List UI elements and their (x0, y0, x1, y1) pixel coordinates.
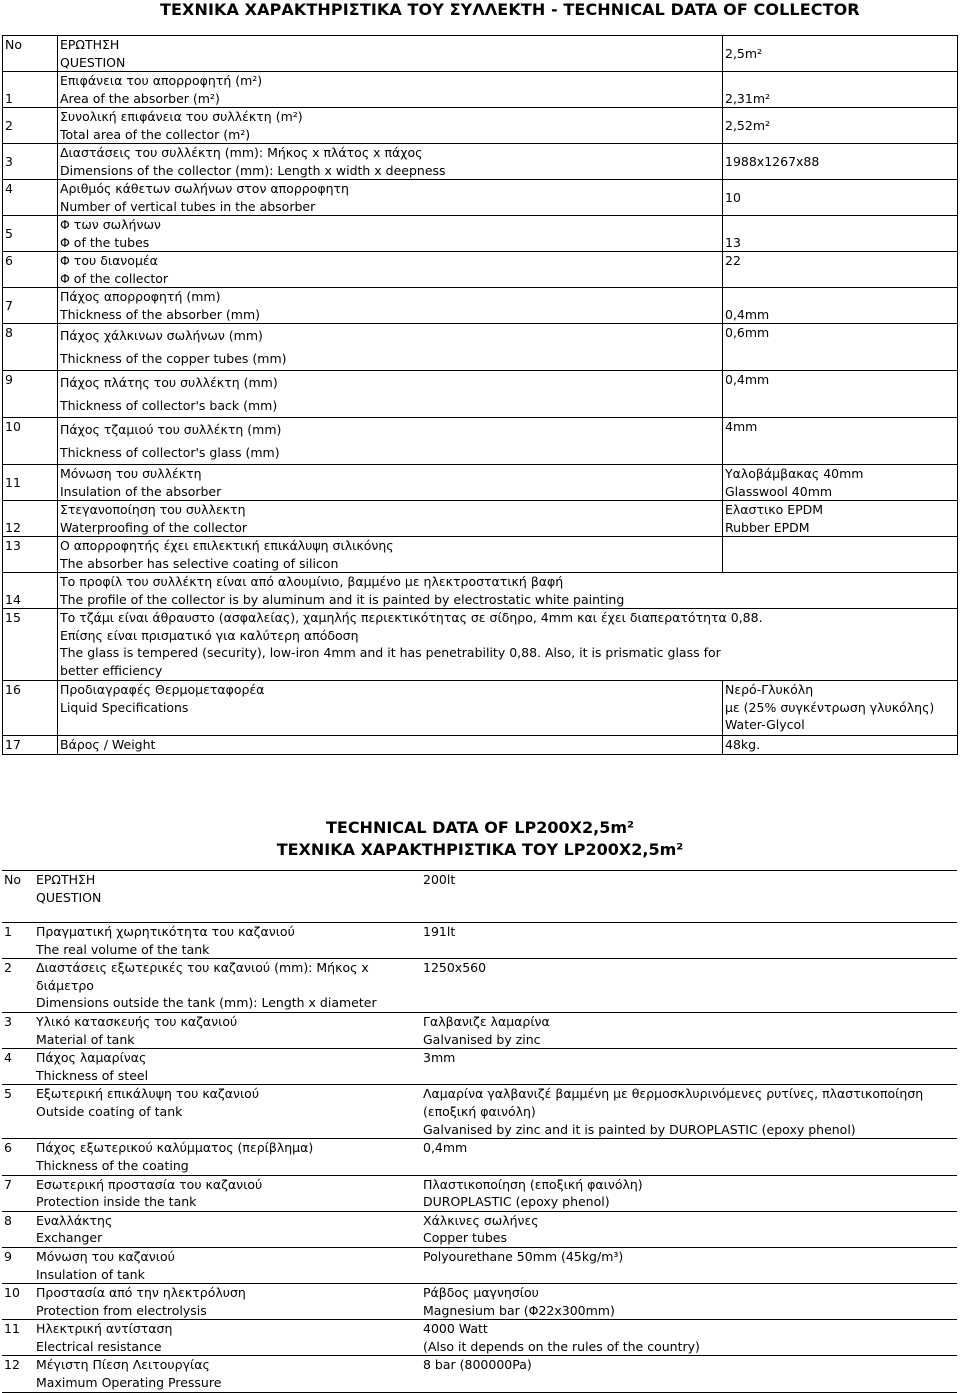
row-text (58, 72, 723, 108)
text-en: Dimensions of the collector (mm): Length x width x deepness (60, 162, 446, 178)
row-text (34, 1211, 421, 1247)
text-gr: Πάχος χάλκινων σωλήνων (mm) (60, 328, 263, 343)
text-en: The absorber has selective coating of silicon (60, 555, 339, 571)
row-text (58, 371, 723, 418)
row-no: 7 (3, 288, 58, 324)
table-row (3, 371, 958, 418)
text-en: Electrical resistance (36, 1338, 162, 1354)
value-line: Rubber EPDM (725, 519, 810, 535)
row-no: 9 (3, 371, 58, 418)
row-value: 0,6mm (723, 324, 958, 371)
table-row (2, 1247, 957, 1283)
table-row (3, 36, 958, 72)
row-text (34, 1356, 421, 1392)
table-row (3, 252, 958, 288)
value-line: Υαλοβάμβακας 40mm (725, 466, 864, 481)
value-line: Galvanised by zinc (423, 1031, 541, 1047)
row-no: 11 (2, 1320, 34, 1356)
row-no: 8 (2, 1211, 34, 1247)
row-value (723, 537, 958, 573)
table-row (3, 501, 958, 537)
row-no: 12 (2, 1356, 34, 1392)
table-row (3, 216, 958, 252)
row-no: 6 (3, 252, 58, 288)
row-text (58, 288, 723, 324)
text-gr: Πάχος πλάτης του συλλέκτη (mm) (60, 375, 278, 390)
tank-title-en: TECHNICAL DATA OF LP200X2,5m² (325, 818, 635, 837)
text-en: Waterproofing of the collector (60, 519, 247, 535)
value-line: Glasswool 40mm (725, 483, 833, 499)
value-line: 3mm (423, 1050, 456, 1066)
row-no: 3 (2, 1012, 34, 1048)
text-gr: Προστασία από την ηλεκτρόλυση (36, 1285, 246, 1301)
row-text (58, 180, 723, 216)
value-line: 8 bar (800000Pa) (423, 1357, 532, 1373)
question-en: QUESTION (60, 54, 126, 70)
row-value (421, 1320, 957, 1356)
row-text (58, 216, 723, 252)
table-row (3, 573, 958, 609)
text-en: Area of the absorber (m²) (60, 90, 220, 106)
row-value: 2,31m² (723, 72, 958, 108)
value-line: με (25% συγκέντρωση γλυκόλης) (725, 699, 935, 715)
row-no: 15 (3, 609, 58, 681)
text-gr: Ο απορροφητής έχει επιλεκτική επικάλυψη σιλικόνης (60, 538, 394, 553)
row-text (34, 1139, 421, 1175)
table-row (2, 1085, 957, 1139)
question-en: QUESTION (36, 889, 102, 905)
text-en: Thickness of the absorber (mm) (60, 306, 260, 322)
table-row (3, 681, 958, 736)
table-row (3, 180, 958, 216)
row-value (421, 923, 957, 959)
text-en: Outside coating of tank (36, 1103, 183, 1119)
text-gr: Μόνωση του καζανιού (36, 1248, 175, 1264)
row-text (58, 418, 723, 465)
table-row (2, 1175, 957, 1211)
text-gr: Πάχος λαμαρίνας (36, 1050, 147, 1066)
row-text (58, 252, 723, 288)
text-gr: Φ των σωλήνων (60, 217, 161, 232)
row-text (58, 609, 958, 681)
value-line: Ελαστικο EPDM (725, 502, 824, 517)
row-value (421, 1211, 957, 1247)
row-text (34, 923, 421, 959)
row-value (723, 465, 958, 501)
value-line: Ράβδος μαγνησίου (423, 1285, 539, 1301)
text-gr: Υλικό κατασκευής του καζανιού (36, 1013, 238, 1029)
row-value (421, 1175, 957, 1211)
text-gr: Φ του διανομέα (60, 253, 158, 268)
text-gr: Αριθμός κάθετων σωλήνων στον απορροφητη (60, 181, 349, 196)
value-line: Λαμαρίνα γαλβανιζέ βαμμένη με θερμοσκλυρινόμενες ρυτίνες, πλαστικοποίηση (εποξική φαινόλη) (423, 1086, 924, 1119)
question-gr: ΕΡΩΤΗΣΗ (60, 37, 120, 52)
text-en: Material of tank (36, 1031, 135, 1047)
row-text (58, 681, 723, 736)
text-gr: Το τζάμι είναι άθραυστο (ασφαλείας), χαμηλής περιεκτικότητας σε σίδηρο, 4mm και έχει διαπερατότητα 0,88. (60, 610, 763, 625)
row-no: 5 (3, 216, 58, 252)
row-no: 5 (2, 1085, 34, 1139)
text-gr: Επίσης είναι πρισματικό για καλύτερη απόδοση (60, 627, 359, 643)
row-no: 6 (2, 1139, 34, 1175)
row-text (34, 1175, 421, 1211)
text-gr: Προδιαγραφές Θερμομεταφορέα (60, 682, 265, 697)
row-no: 13 (3, 537, 58, 573)
text-gr: Πάχος εξωτερικού καλύμματος (περίβλημα) (36, 1140, 314, 1156)
row-text (34, 1049, 421, 1085)
value-line: Νερό-Γλυκόλη (725, 682, 814, 697)
row-no: 7 (2, 1175, 34, 1211)
table-row (3, 537, 958, 573)
row-value (421, 1247, 957, 1283)
row-no: 16 (3, 681, 58, 736)
row-no: 10 (3, 418, 58, 465)
text-gr: Το προφίλ του συλλέκτη είναι από αλουμίνιο, βαμμένο με ηλεκτροστατική βαφή (60, 574, 564, 589)
table-row (3, 72, 958, 108)
row-no: 8 (3, 324, 58, 371)
row-value: 2,52m² (723, 108, 958, 144)
row-text: Βάρος / Weight (58, 736, 723, 755)
text-en: Φ of the collector (60, 270, 169, 286)
row-text (58, 465, 723, 501)
text-en: Insulation of tank (36, 1266, 145, 1282)
table-row (2, 923, 957, 959)
text-gr: Πάχος απορροφητή (mm) (60, 289, 221, 304)
text-en: The profile of the collector is by aluminum and it is painted by electrostatic white painting (60, 591, 625, 607)
row-text (58, 537, 723, 573)
table-row (3, 324, 958, 371)
value-line: 1250x560 (423, 960, 487, 976)
value-line: 4000 Watt (423, 1321, 488, 1337)
row-text (34, 1012, 421, 1048)
text-en: Number of vertical tubes in the absorber (60, 198, 316, 214)
text-en: Thickness of steel (36, 1067, 149, 1083)
table-row (2, 1049, 957, 1085)
table-row (3, 465, 958, 501)
header-value: 2,5m² (723, 36, 958, 72)
text-gr: Στεγανοποίηση του συλλεκτη (60, 502, 246, 517)
text-gr: Εξωτερική επικάλυψη του καζανιού (36, 1086, 260, 1102)
tank-table (2, 870, 957, 1393)
row-no: 2 (2, 959, 34, 1013)
row-value (421, 1085, 957, 1139)
value-line: (Also it depends on the rules of the country) (423, 1338, 700, 1354)
table-row (2, 1211, 957, 1247)
table-row (3, 108, 958, 144)
table-row (3, 418, 958, 465)
collector-title: ΤΕΧΝΙΚΑ ΧΑΡΑΚΤΗΡΙΣΤΙΚΑ ΤΟΥ ΣΥΛΛΕΚΤΗ - TECHNICAL DATA OF COLLECTOR (160, 0, 860, 19)
row-value (723, 681, 958, 736)
row-text (58, 324, 723, 371)
row-no: 10 (2, 1284, 34, 1320)
table-row (2, 1356, 957, 1392)
header-value: 200lt (421, 871, 957, 923)
row-value (421, 1012, 957, 1048)
text-gr: Εναλλάκτης (36, 1212, 113, 1228)
table-row (2, 1284, 957, 1320)
question-gr: ΕΡΩΤΗΣΗ (36, 872, 96, 887)
text-en: Liquid Specifications (60, 699, 189, 715)
text-gr: Μέγιστη Πίεση Λειτουργίας (36, 1357, 210, 1373)
text-en: Φ of the tubes (60, 234, 150, 250)
text-gr: Πάχος τζαμιού του συλλέκτη (mm) (60, 422, 282, 437)
row-no: 3 (3, 144, 58, 180)
row-no: 17 (3, 736, 58, 755)
text-en: Maximum Operating Pressure (36, 1375, 222, 1391)
row-text (34, 1284, 421, 1320)
text-gr: Διαστάσεις εξωτερικές του καζανιού (mm): Μήκος x διάμετρο (36, 960, 369, 993)
text-en: Exchanger (36, 1230, 103, 1246)
text-en: Thickness of the coating (36, 1157, 189, 1173)
table-row (2, 959, 957, 1013)
text-en: Thickness of collector's back (mm) (60, 398, 278, 413)
text-gr: Εσωτερική προστασία του καζανιού (36, 1176, 263, 1192)
table-row (3, 288, 958, 324)
collector-table (2, 35, 958, 755)
row-value (421, 1284, 957, 1320)
text-gr: Πραγματική χωρητικότητα του καζανιού (36, 924, 295, 939)
row-no: 2 (3, 108, 58, 144)
value-line: Polyourethane 50mm (45kg/m³) (423, 1248, 624, 1264)
row-no: 4 (2, 1049, 34, 1085)
row-value: 13 (723, 216, 958, 252)
text-en: Thickness of collector's glass (mm) (60, 445, 280, 460)
table-row (2, 871, 957, 923)
text-gr: Επιφάνεια του απορροφητή (m²) (60, 73, 263, 88)
text-en: Protection inside the tank (36, 1194, 197, 1210)
table-row (2, 1139, 957, 1175)
row-value: 0,4mm (723, 371, 958, 418)
row-no: 1 (3, 72, 58, 108)
row-value: 48kg. (723, 736, 958, 755)
row-text (58, 501, 723, 537)
row-value (421, 1049, 957, 1085)
row-no: 11 (3, 465, 58, 501)
text-en: Insulation of the absorber (60, 483, 222, 499)
row-value: 1988x1267x88 (723, 144, 958, 180)
row-text (34, 1320, 421, 1356)
text-en: Total area of the collector (m²) (60, 126, 251, 142)
row-value (421, 959, 957, 1013)
table-row (2, 1012, 957, 1048)
text-en: Thickness of the copper tubes (mm) (60, 351, 287, 366)
text-gr: Συνολική επιφάνεια του συλλέκτη (m²) (60, 109, 303, 124)
row-no: 14 (3, 573, 58, 609)
row-value (723, 501, 958, 537)
row-no: 9 (2, 1247, 34, 1283)
header-no: No (3, 36, 58, 72)
value-line: 0,4mm (423, 1140, 468, 1156)
row-text (34, 959, 421, 1013)
value-line: Πλαστικοποίηση (εποξική φαινόλη) (423, 1176, 643, 1192)
table-row (3, 736, 958, 755)
value-line: DUROPLASTIC (epoxy phenol) (423, 1194, 610, 1210)
value-line: Copper tubes (423, 1230, 508, 1246)
value-line: Magnesium bar (Φ22x300mm) (423, 1302, 615, 1318)
header-no: No (2, 871, 34, 923)
text-gr: Διαστάσεις του συλλέκτη (mm): Μήκος x πλάτος x πάχος (60, 145, 423, 160)
value-line: Galvanised by zinc and it is painted by DUROPLASTIC (epoxy phenol) (423, 1121, 856, 1137)
table-row (3, 609, 958, 681)
tank-title-gr: ΤΕΧΝΙΚΑ ΧΑΡΑΚΤΗΡΙΣΤΙΚΑ ΤΟΥ LP200X2,5m² (276, 840, 684, 859)
text-en: The glass is tempered (security), low-iron 4mm and it has penetrability 0,88. Also, it is prismatic glass for (60, 645, 721, 660)
row-value (421, 1139, 957, 1175)
table-row (3, 144, 958, 180)
text-en: Protection from electrolysis (36, 1302, 207, 1318)
row-text (34, 1085, 421, 1139)
header-question (34, 871, 421, 923)
row-value: 22 (723, 252, 958, 288)
row-text (58, 144, 723, 180)
row-value: 10 (723, 180, 958, 216)
value-line: 191lt (423, 924, 456, 939)
row-no: 1 (2, 923, 34, 959)
text-en: better efficiency (60, 662, 163, 678)
row-value: 0,4mm (723, 288, 958, 324)
value-line: Χάλκινες σωλήνες (423, 1212, 539, 1228)
row-text (34, 1247, 421, 1283)
value-line: Γαλβανιζε λαμαρίνα (423, 1013, 550, 1029)
row-value (421, 1356, 957, 1392)
row-text (58, 573, 958, 609)
header-question (58, 36, 723, 72)
value-line: Water-Glycol (725, 717, 805, 732)
row-value: 4mm (723, 418, 958, 465)
row-no: 12 (3, 501, 58, 537)
row-no: 4 (3, 180, 58, 216)
text-gr: Μόνωση του συλλέκτη (60, 466, 202, 481)
table-row (2, 1320, 957, 1356)
row-text (58, 108, 723, 144)
text-en: The real volume of the tank (36, 941, 210, 957)
text-en: Dimensions outside the tank (mm): Length x diameter (36, 995, 377, 1011)
text-gr: Ηλεκτρική αντίσταση (36, 1321, 173, 1337)
